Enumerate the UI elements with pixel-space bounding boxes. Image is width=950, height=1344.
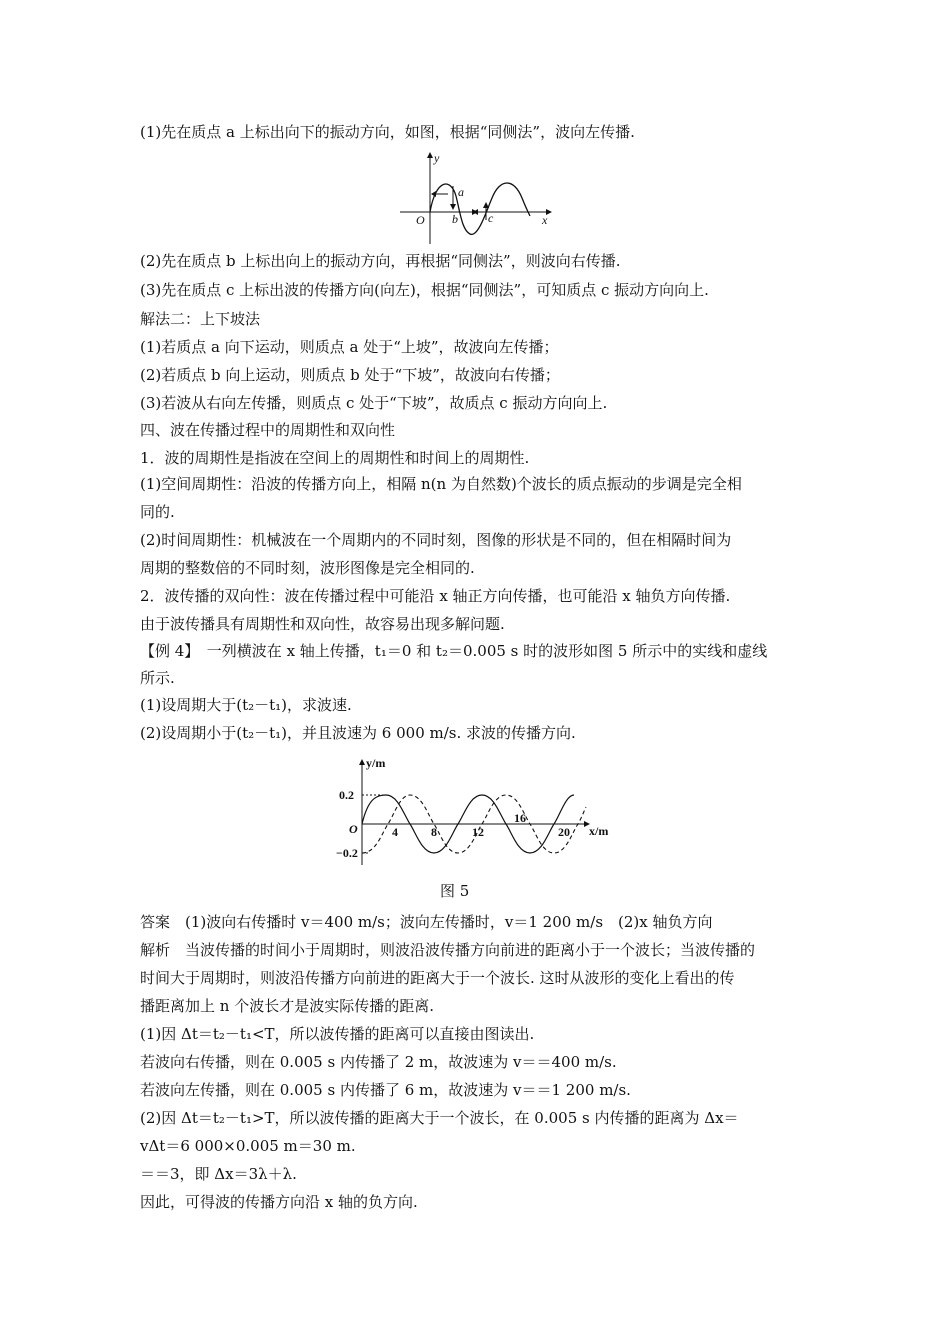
figure-caption: 图 5 bbox=[440, 882, 470, 900]
line-9: 1．波的周期性是指波在空间上的周期性和时间上的周期性. bbox=[140, 449, 530, 467]
line-7: (3)若波从右向左传播，则质点 c 处于“下坡”，故质点 c 振动方向向上. bbox=[140, 394, 608, 412]
x-axis-label: x/m bbox=[589, 824, 609, 838]
x-tick-label: 12 bbox=[472, 825, 484, 839]
analysis-line-3: 播距离加上 n 个波长才是波实际传播的距离. bbox=[140, 997, 434, 1015]
arrow-a-down-head-icon bbox=[450, 204, 456, 210]
line-15: 由于波传播具有周期性和双向性，故容易出现多解问题. bbox=[140, 615, 505, 633]
origin-label: O bbox=[349, 822, 358, 836]
line-17: 所示. bbox=[140, 669, 175, 687]
line-18: (1)设周期大于(t₂－t₁)，求波速. bbox=[140, 696, 352, 714]
analysis-line-5: 若波向右传播，则在 0.005 s 内传播了 2 m，故波速为 v＝＝400 m/s. bbox=[140, 1053, 617, 1071]
line-1: (1)先在质点 a 上标出向下的振动方向，如图，根据“同侧法”，波向左传播. bbox=[140, 123, 635, 141]
y-tick-top: 0.2 bbox=[339, 788, 354, 802]
point-b-label: b bbox=[452, 212, 458, 226]
analysis-line-2: 时间大于周期时，则波沿传播方向前进的距离大于一个波长. 这时从波形的变化上看出的传 bbox=[140, 969, 735, 987]
analysis-line-4: (1)因 Δt＝t₂－t₁<T，所以波传播的距离可以直接由图读出. bbox=[140, 1025, 535, 1043]
y-axis-label: y/m bbox=[366, 756, 386, 770]
analysis-line-10: 因此，可得波的传播方向沿 x 轴的负方向. bbox=[140, 1193, 418, 1211]
analysis-line-1: 解析 当波传播的时间小于周期时，则波沿波传播方向前进的距离小于一个波长；当波传播的 bbox=[140, 941, 756, 959]
line-5: (1)若质点 a 向下运动，则质点 a 处于“上坡”，故波向左传播； bbox=[140, 338, 559, 356]
origin-label: O bbox=[416, 213, 425, 227]
x-axis-label: x bbox=[542, 213, 548, 227]
line-12: (2)时间周期性：机械波在一个周期内的不同时刻，图像的形状是不同的，但在相隔时间为 bbox=[140, 531, 732, 549]
answer-line: 答案 (1)波向右传播时 v＝400 m/s；波向左传播时，v＝1 200 m/s (2)x 轴负方向 bbox=[140, 913, 713, 931]
line-11: 同的. bbox=[140, 503, 175, 521]
x-tick-label: 8 bbox=[431, 825, 437, 839]
y-axis-arrow-icon bbox=[359, 759, 365, 765]
line-4: 解法二：上下坡法 bbox=[140, 310, 261, 328]
wave-figure-5 bbox=[334, 755, 624, 870]
arrow-c-up-head-icon bbox=[483, 202, 489, 208]
line-3: (3)先在质点 c 上标出波的传播方向(向左)，根据“同侧法”，可知质点 c 振动方向向上. bbox=[140, 281, 709, 299]
wave-figure-1 bbox=[396, 150, 556, 246]
line-2: (2)先在质点 b 上标出向上的振动方向，再根据“同侧法”，则波向右传播. bbox=[140, 252, 621, 270]
line-13: 周期的整数倍的不同时刻，波形图像是完全相同的. bbox=[140, 559, 475, 577]
line-19: (2)设周期小于(t₂－t₁)，并且波速为 6 000 m/s. 求波的传播方向. bbox=[140, 724, 576, 742]
x-tick-label: 16 bbox=[514, 811, 526, 825]
line-14: 2．波传播的双向性：波在传播过程中可能沿 x 轴正方向传播，也可能沿 x 轴负方向传播. bbox=[140, 587, 731, 605]
section-heading: 四、波在传播过程中的周期性和双向性 bbox=[140, 421, 396, 439]
analysis-line-8: vΔt＝6 000×0.005 m＝30 m. bbox=[140, 1137, 356, 1155]
x-tick-label: 20 bbox=[558, 825, 570, 839]
y-axis-arrow-icon bbox=[427, 152, 433, 158]
point-a-label: a bbox=[458, 185, 464, 199]
line-10: (1)空间周期性：沿波的传播方向上，相隔 n(n 为自然数)个波长的质点振动的步调是完全相 bbox=[140, 475, 742, 493]
point-c-label: c bbox=[488, 211, 494, 225]
x-tick-label: 4 bbox=[392, 825, 398, 839]
analysis-line-9: ＝＝3，即 Δx＝3λ＋λ. bbox=[140, 1165, 297, 1183]
line-6: (2)若质点 b 向上运动，则质点 b 处于“下坡”，故波向右传播； bbox=[140, 366, 560, 384]
analysis-line-7: (2)因 Δt＝t₂－t₁>T，所以波传播的距离大于一个波长，在 0.005 s 内传播的距离为 Δx＝ bbox=[140, 1109, 739, 1127]
y-tick-bottom: −0.2 bbox=[336, 846, 358, 860]
y-axis-label: y bbox=[434, 151, 440, 165]
analysis-line-6: 若波向左传播，则在 0.005 s 内传播了 6 m，故波速为 v＝＝1 200 m/s. bbox=[140, 1081, 631, 1099]
example-heading: 【例 4】 一列横波在 x 轴上传播，t₁＝0 和 t₂＝0.005 s 时的波形如图 5 所示中的实线和虚线 bbox=[140, 642, 768, 660]
waveform-curve bbox=[430, 183, 530, 234]
